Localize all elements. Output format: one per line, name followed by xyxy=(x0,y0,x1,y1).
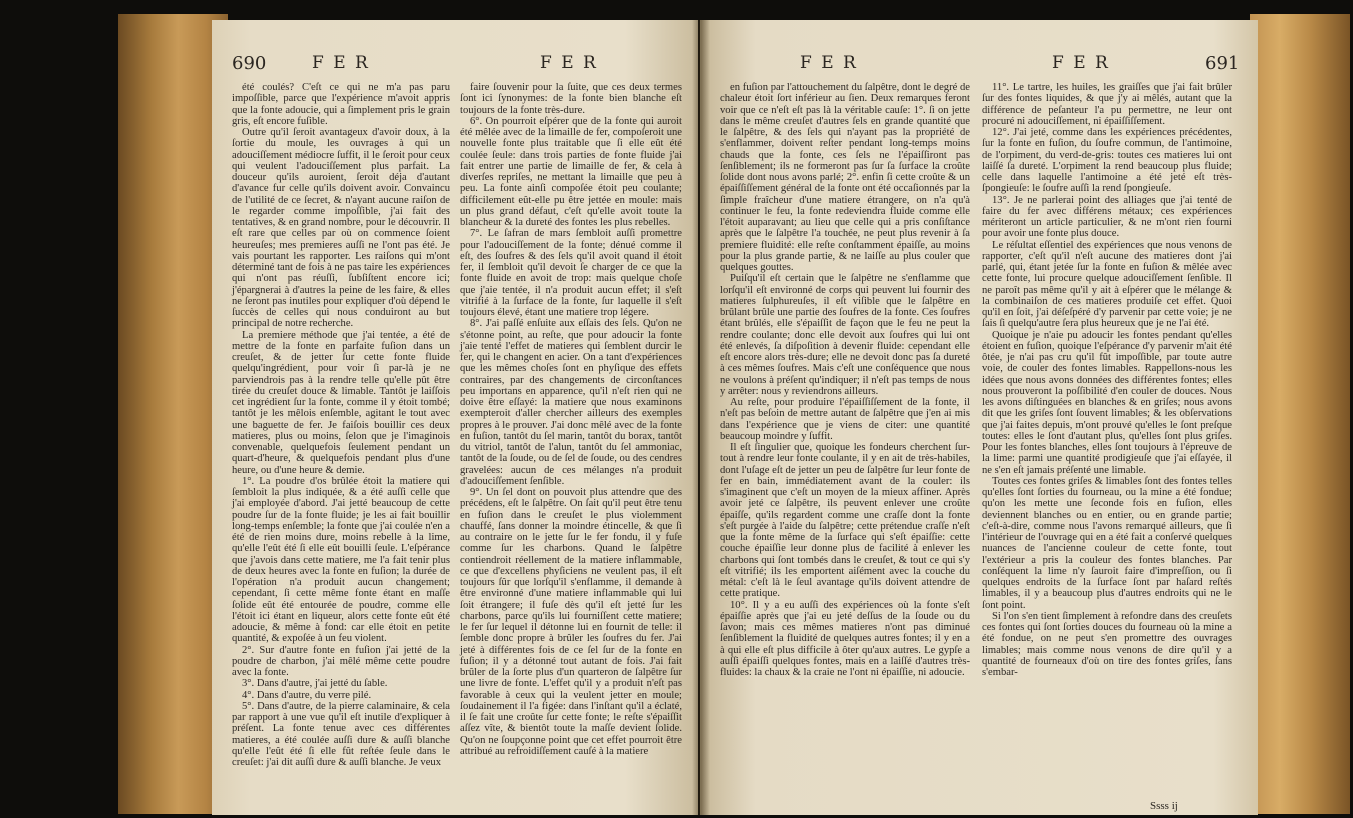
paragraph: été coulés? C'eſt ce qui ne m'a pas paru impoſſible, parce que l'expérience m'avoit appris que la fonte adoucie, qui a ſimplement pris le grain gris, eſt encore fuſible. xyxy=(232,82,450,127)
paragraph: 13°. Je ne parlerai point des alliages que j'ai tenté de faire du fer avec différens métaux; ces expériences mériteront un article particulier, & ne m'ont rien fourni pour avoir une fonte plus douce. xyxy=(982,194,1232,240)
right-page-column-1 xyxy=(720,82,970,678)
paragraph: 5°. Dans d'autre, de la pierre calaminaire, & cela par rapport à une vue qu'il eſt inutile d'expliquer à préſent. La fonte tenue avec ces différentes matieres, a été coulée auſſi dure & auſſi blanche qu'elle l'eût été ſi elle fût reſtée ſeule dans le creuſet: j'ai dit auſſi dure & auſſi blanche. Je veux xyxy=(232,700,450,768)
right-running-head-2: F E R xyxy=(1052,53,1110,73)
paragraph: 2°. Sur d'autre fonte en fuſion j'ai jetté de la poudre de charbon, j'ai mêlé même cette poudre avec la fonte. xyxy=(232,644,450,678)
paragraph: 6°. On pourroit eſpérer que de la fonte qui auroit été mêlée avec de la limaille de fer, compoſeroit une nouvelle fonte plus traitable que ſi elle eût été coulée ſeule: dans trois parties de fonte fluide j'ai fait entrer une partie de limaille de fer, & cela à diverſes repriſes, ne mettant la limaille que peu à peu. La fonte ainſi compoſée étoit peu coulante; difficilement eût-elle pu être jettée en moule: mais un plus grand défaut, c'eſt qu'elle avoit toute la blancheur & la dureté des fontes les plus rebelles. xyxy=(460,115,682,228)
left-page-number: 690 xyxy=(232,53,267,74)
paragraph: 8°. J'ai paſſé enſuite aux eſſais des ſels. Qu'on ne s'étonne point, au reſte, que pour adoucir la fonte j'aie tenté l'effet de matieres qui ſemblent durcir le fer, qui le changent en acier. On a tant d'expériences que les mêmes choſes ſont en phyſique des effets contraires, par des changements de circonſtances peu importans en apparence, qu'il n'eſt rien qui ne doive être eſſayé: la matiere que nous examinons exempteroit d'aller chercher ailleurs des exemples propres à le prouver. J'ai donc mêlé avec de la fonte en fuſion, tantôt du ſel marin, tantôt du borax, tantôt du vitriol, tantôt de l'alun, tantôt du ſel ammoniac, tantôt de la ſoude, ou de ſel de ſoude, ou des cendres gravelées: aucun de ces mélanges n'a produit d'adouciſſement ſenſible. xyxy=(460,318,682,487)
right-running-head-1: F E R xyxy=(800,53,858,73)
paragraph: Outre qu'il ſeroit avantageux d'avoir doux, à la ſortie du moule, les ouvrages à qui un adouciſſement médiocre ſuffit, il le ſeroit pour ceux qui veulent l'adouciſſement plus parfait. La douceur qu'ils auroient, ſeroit déja d'autant d'avance fur celle qu'ils doivent avoir. Convaincu de l'utilité de ce ſecret, & n'ayant aucune raiſon de le regarder comme impoſſible, j'ai fait des tentatives, & en grand nombre, pour le découvrir. Il eſt rare que celles par où on commence ſoient heureuſes; mes premieres auſſi ne l'ont pas été. Je vais pourtant les rapporter. Les raiſons qui m'ont déterminé tant de fois à ne pas taire les expériences qui n'ont pas réuſſi, ſubſiſtent encore ici; j'épargnerai à d'autres la peine de les faire, & elles ne ſeront pas inutiles pour expliquer d'où dépend le ſuccès de celles qui nous conduiront au but principal de notre recherche. xyxy=(232,127,450,330)
book-gutter xyxy=(692,20,710,815)
paragraph: 11°. Le tartre, les huiles, les graiſſes que j'ai fait brûler ſur des fontes liquides, & que j'y ai mêlés, autant que la différence de peſanteur l'a pu permettre, ne leur ont procuré ni adouciſſement, ni épaiſſiſſement. xyxy=(982,82,1232,127)
left-running-head-1: F E R xyxy=(312,53,370,73)
paragraph: Quoique je n'aie pu adoucir les fontes pendant qu'elles étoient en fuſion, quoique l'eſpérance d'y parvenir m'ait été ôtée, je n'ai pas cru qu'il fût impoſſible, par toute autre voie, de couler des fontes limables. Rappellons-nous les idées que nous avons données des différentes fontes; elles nous prouveront la poſſibilité d'en couler de douces. Nous les avons diſtinguées en blanches & en griſes; nous avons dit que les griſes ſont ſouvent limables; & les obſervations que j'ai faites depuis, m'ont prouvé qu'elles le ſont preſque toutes: elles le ſont d'autant plus, qu'elles ſont plus griſes. Pour les fontes blanches, elles ſont toujours à l'épreuve de la lime: parmi une quantité prodigieuſe que j'ai eſſayée, il ne s'en eſt jamais préſenté une limable. xyxy=(982,329,1232,476)
paragraph: Puiſqu'il eſt certain que le ſalpêtre ne s'enflamme que lorſqu'il eſt environné de corps qui peuvent lui fournir des matieres ſulphureuſes, il eſt viſible que le ſalpêtre en brûlant brûle une partie des ſoufres de la fonte. Ces ſoufres étant brûlés, elle s'épaiſſit de façon que le feu ne peut la rendre coulante; donc elle devoit aux ſoufres qui lui ont été enlevés, ſa diſpoſition à devenir fluide: cependant elle eſt encore alors très-dure; elle ne devoit donc pas ſa dureté à ces mêmes ſoufres. Mais c'eſt une conſéquence que nous ne voulons à préſent qu'indiquer; il n'eſt pas temps de nous y arrêter: nous y reviendrons ailleurs. xyxy=(720,273,970,397)
right-page-stack-edge xyxy=(1250,14,1350,814)
signature-mark: Ssss ij xyxy=(1150,800,1178,812)
paragraph: 1°. La poudre d'os brûlée étoit la matiere qui ſembloit la plus indiquée, & a été auſſi celle que j'ai employée d'abord. J'ai jetté beaucoup de cette poudre ſur de la fonte fluide; je les ai fait bouillir long-temps enſemble; la fonte que j'ai coulée n'en a été de rien moins dure, moins rebelle à la lime, qu'elle l'eût été ſi elle eût bouilli ſeule. L'eſpérance que j'avois dans cette matiere, me l'a fait tenir plus de deux heures avec la fonte en fuſion; la durée de l'opération n'a produit aucun changement; cependant, ſi cette même fonte étant en maſſe ſolide eût été entourée de poudre, comme elle l'étoit ici étant en liqueur, alors cette fonte eût été adoucie, & même à fond: car elle étoit en petite quantité, & expoſée à un feu violent. xyxy=(232,475,450,645)
right-page-column-2 xyxy=(982,82,1232,678)
paragraph: Toutes ces fontes griſes & limables ſont des fontes telles qu'elles ſont ſorties du fourneau, ou la mine a été fondue; qu'on les mette une ſeconde fois en fuſion, elles deviennent blanches ou en entier, ou en grande partie; c'eſt-à-dire, comme nous l'avons remarqué ailleurs, que ſi l'intérieur de l'ouvrage qui en a été fait a conſervé quelques nuances de l'ancienne couleur de cette fonte, tout l'extérieur a pris la couleur des fontes blanches. Par conſéquent la lime n'y ſauroit faire d'impreſſion, ou ſi quelques endroits de la ſurface ſont par haſard reſtés limables, il y a beaucoup plus d'autres endroits qui ne le ſont point. xyxy=(982,475,1232,611)
paragraph: La premiere méthode que j'ai tentée, a été de mettre de la fonte en parfaite fuſion dans un creuſet, & de jetter ſur cette fonte fluide quelqu'ingrédient, pour voir ſi par-là je ne parviendrois pas à la rendre telle qu'elle pût être tirée du creuſet douce & limable. Tantôt je laiſſois cet ingrédient ſur la fonte, comme il y étoit tombé; tantôt je les mêlois enſemble, agitant le tout avec une baguette de fer. Je faiſois bouillir ces deux matieres, plus ou moins, ſelon que je l'imaginois convenable, quelquefois ſeulement pendant un quart-d'heure, & quelquefois pendant plus d'une heure, ou d'une heure & demie. xyxy=(232,329,450,476)
paragraph: en fuſion par l'attouchement du ſalpêtre, dont le degré de chaleur étoit ſort inférieur au ſien. Deux remarques feront voir que ce n'eſt eſt pas là la véritable cauſe: 1°. ſi on jette dans le même creuſet d'autres ſels en grande quantité que le ſalpêtre, & des ſels qui n'ayant pas la propriété de s'enflammer, doivent reſter pendant long-temps moins chauds que la fonte, ces ſels ne l'épaiſſiront pas ſenſiblement; ils ne formeront pas ſur ſa ſurface la croûte ſolide dont nous avons parlé; 2°. enfin ſi cette croûte & un épaiſſiſſement général de la fonte ont été occaſionnés par la ſimple fraîcheur d'une matiere étrangere, on n'a qu'à continuer le feu, la fonte redeviendra fluide comme elle l'étoit auparavant; au lieu que celle qui a pris conſiſtance après que le ſalpêtre l'a touchée, ne peut plus revenir à ſa premiere fluidité: elle reſte conſtamment épaiſſe, au moins pour la plus grande partie, & ne laiſſe au plus couler que quelques gouttes. xyxy=(720,82,970,273)
paragraph: 9°. Un ſel dont on pouvoit plus attendre que des précédens, eſt le ſalpêtre. On ſait qu'il peut être tenu en fuſion dans le creuſet le plus violemment chauffé, ſans donner la moindre étincelle, & que ſi au contraire on le jette ſur le fer fondu, il y fuſe comme ſur les charbons. Quand le ſalpêtre contiendroit réellement de la matiere inflammable, ce que d'excellens phyſiciens ne veulent pas, il eſt toujours ſûr que lorſqu'il s'enflamme, il demande à être environné d'une matiere inflammable qui lui ſoit étrangere; il fuſe dès qu'il eſt jetté ſur les charbons, parce qu'ils lui fourniſſent cette matiere; le fer ſur lequel il détonne lui en fournit de telle: il ſemble donc propre à brûler les ſoufres du fer. J'ai jeté à différentes fois de ce ſel ſur de la fonte en fuſion; il y a détonné tout autant de fois. J'ai fait brûler de la ſorte plus d'un quarteron de ſalpêtre ſur une livre de fonte. L'effet qu'il y a produit n'eſt pas favorable à ceux qui la veulent jetter en moule; ſoudainement il l'a figée: dans l'inſtant qu'il a éclaté, il ſe fait une croûte ſur cette fonte; le reſte s'épaiſſit aſſez vîte, & bientôt toute la maſſe devient ſolide. Qu'on ne ſoupçonne point que cet effet pourroit être attribué au refroidiſſement cauſé à la matiere xyxy=(460,487,682,757)
left-page-column-1 xyxy=(232,82,450,768)
paragraph: 3°. Dans d'autre, j'ai jetté du ſable. xyxy=(242,678,388,690)
paragraph: 4°. Dans d'autre, du verre pilé. xyxy=(242,689,372,701)
paragraph: Il eſt ſingulier que, quoique les fondeurs cherchent ſur-tout à rendre leur fonte coulante, il y en ait de très-habiles, dont l'uſage eſt de jetter un peu de ſalpêtre ſur leur fonte de fer en bain, immédiatement avant de la couler: ils s'imaginent que c'eſt un moyen de la mieux affiner. Après avoir jeté ce ſalpêtre, ils peuvent enlever une croûte épaiſſe, qu'ils regardent comme une craſſe dont la fonte s'eſt purgée à l'aide du ſalpêtre; cette prétendue craſſe n'eſt que la fonte même de la ſurface qui s'eſt épaiſſie: cette couche épaiſſie leur donne plus de facilité à enlever les charbons qui ſont tombés dans le creuſet, & tout ce qui s'y eſt vitrifié; ils les emportent aiſément avec la couche du métal: c'eſt là le ſeul avantage qu'ils doivent attendre de cette pratique. xyxy=(720,442,970,600)
left-running-head-2: F E R xyxy=(540,53,598,73)
left-page-column-2 xyxy=(460,82,682,757)
paragraph: 7°. Le ſafran de mars ſembloit auſſi promettre pour l'adouciſſement de la fonte; dénué comme il eſt, des ſoufres & des ſels qu'il avoit quand il étoit fer, il ſembloit qu'il devoit ſe charger de ce que la fonte fluide en avoit de trop: mais quelque choſe que j'aie tentée, il n'a produit aucun effet; il s'eſt vitrifié à la ſurface de la fonte, ſur laquelle il s'eſt toujours élevé, étant une matiere trop légere. xyxy=(460,228,682,318)
paragraph: Au reſte, pour produire l'épaiſſiſſement de la fonte, il n'eſt pas beſoin de mettre autant de ſalpêtre que j'en ai mis dans l'expérience que je viens de citer: une quantité beaucoup moindre y ſuffit. xyxy=(720,397,970,442)
paragraph: Si l'on s'en tient ſimplement à refondre dans des creuſets ces fontes qui ſont ſorties douces du fourneau où la mine a été fondue, on ne peut s'en promettre des ouvrages limables; mais comme nous venons de dire qu'il y a quantité de fourneaux d'où on tire des fontes griſes, ſans s'embar- xyxy=(982,610,1232,678)
paragraph: faire ſouvenir pour la ſuite, que ces deux termes ſont ici ſynonymes: de la fonte bien blanche eſt toujours de la fonte très-dure. xyxy=(460,82,682,116)
paragraph: 12°. J'ai jeté, comme dans les expériences précédentes, ſur la fonte en fuſion, du ſoufre commun, de l'antimoine, de l'orpiment, du verd-de-gris: toutes ces matieres lui ont laiſſé ſa dureté. L'orpiment la rend beaucoup plus fluide; celle dans laquelle l'antimoine a été jeté eſt très-ſpongieuſe: le ſoufre auſſi la rend ſpongieuſe. xyxy=(982,127,1232,195)
paragraph: Le réſultat eſſentiel des expériences que nous venons de rapporter, c'eſt qu'il n'eſt aucune des matieres dont j'ai parlé, qui, étant jetée ſur la fonte en fuſion & mêlée avec cette fonte, lui procure quelque adouciſſement ſenſible. Il ne paroît pas même qu'il y ait à eſpérer que le mélange & la combinaiſon de ces matieres produiſe cet effet. Quoi qu'il en ſoit, j'ai déſeſpéré d'y parvenir par cette voie; je ne ſais ſi quelqu'autre ſera plus heureux que je ne l'ai été. xyxy=(982,239,1232,330)
right-page-number: 691 xyxy=(1205,53,1240,74)
paragraph: 10°. Il y a eu auſſi des expériences où la fonte s'eſt épaiſſie après que j'ai eu jeté deſſus de la ſoude ou du ſavon; mais ces mêmes matieres n'ont pas diminué ſenſiblement la fluidité de quelques autres fontes; il y en a à qui elle eſt plus difficile à ôter qu'aux autres. Le gypſe a auſſi épaiſſi quelques fontes, mais en a laiſſé d'autres très-fluides: la chaux & la craie ne l'ont ni épaiſſie, ni adoucie. xyxy=(720,599,970,678)
